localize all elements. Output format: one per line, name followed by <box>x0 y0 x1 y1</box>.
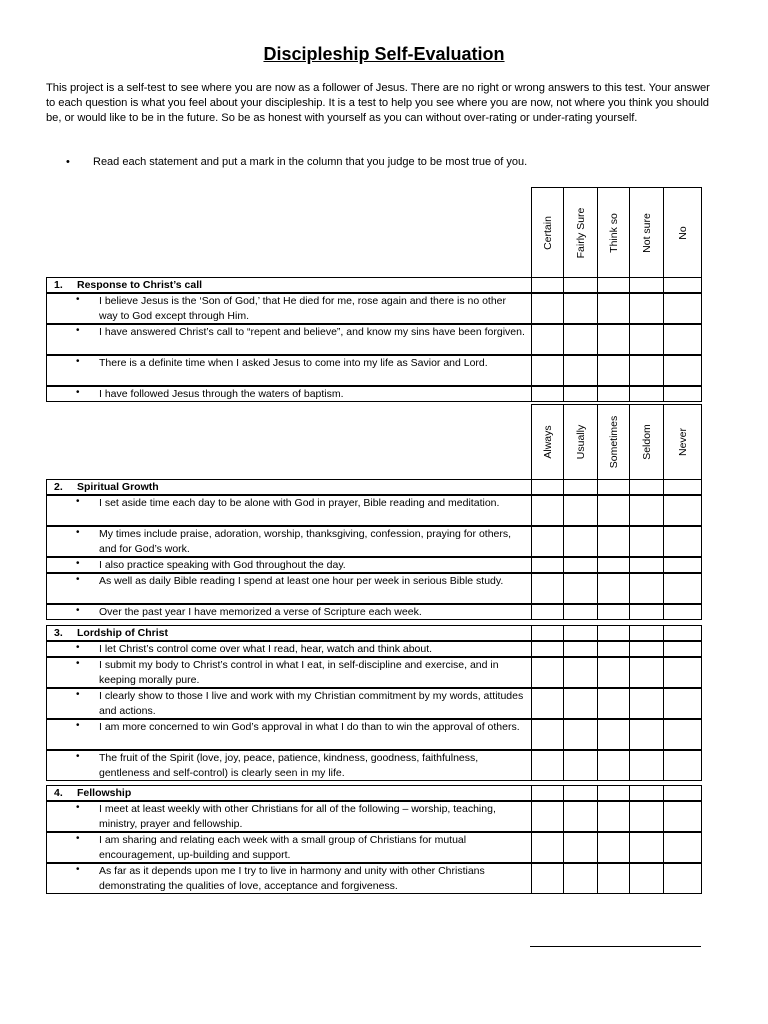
section-title: Lordship of Christ <box>77 627 168 639</box>
statement-text: I also practice speaking with God throughout the day. <box>99 559 346 571</box>
section-title: Spiritual Growth <box>77 481 159 493</box>
scale-label: Never <box>676 427 689 457</box>
bullet-icon: • <box>76 605 80 616</box>
answer-cell[interactable] <box>629 719 664 750</box>
bullet-icon: • <box>76 574 80 585</box>
answer-cell[interactable] <box>563 785 598 801</box>
bullet-icon: • <box>76 751 80 762</box>
scale-header-scale2-2 <box>597 404 630 480</box>
answer-cell[interactable] <box>563 526 598 557</box>
section-number: 3. <box>54 627 63 639</box>
bullet-icon: • <box>76 558 80 569</box>
bullet-icon: • <box>76 658 80 669</box>
answer-cell[interactable] <box>663 557 702 573</box>
answer-cell[interactable] <box>663 719 702 750</box>
answer-cell[interactable] <box>597 785 630 801</box>
scale-header-scale1-3 <box>629 187 664 278</box>
bullet-icon: • <box>76 294 80 305</box>
answer-cell[interactable] <box>597 863 630 894</box>
answer-cell[interactable] <box>563 625 598 641</box>
bullet-icon: • <box>76 387 80 398</box>
bullet-icon: • <box>76 864 80 875</box>
answer-cell[interactable] <box>597 657 630 688</box>
answer-cell[interactable] <box>597 277 630 293</box>
answer-cell[interactable] <box>629 625 664 641</box>
bullet-icon: • <box>76 642 80 653</box>
answer-cell[interactable] <box>629 641 664 657</box>
answer-cell[interactable] <box>663 479 702 495</box>
answer-cell[interactable] <box>563 641 598 657</box>
answer-cell[interactable] <box>531 657 564 688</box>
answer-cell[interactable] <box>531 479 564 495</box>
answer-cell[interactable] <box>597 801 630 832</box>
answer-cell[interactable] <box>629 479 664 495</box>
answer-cell[interactable] <box>663 750 702 781</box>
answer-cell[interactable] <box>531 604 564 620</box>
answer-cell[interactable] <box>597 495 630 526</box>
answer-cell[interactable] <box>663 526 702 557</box>
statement-text: I clearly show to those I live and work with my Christian commitment by my words, attitudes and actions. <box>99 690 524 717</box>
answer-cell[interactable] <box>597 750 630 781</box>
page-title: Discipleship Self-Evaluation <box>263 44 505 64</box>
scale-label: Seldom <box>640 424 653 460</box>
section-title: Fellowship <box>77 787 132 799</box>
statement-text: I am sharing and relating each week with a small group of Christians for mutual encouragement, up-building and support. <box>99 834 467 861</box>
answer-cell[interactable] <box>597 526 630 557</box>
bullet-icon: • <box>76 802 80 813</box>
signature-line <box>530 946 701 947</box>
answer-cell[interactable] <box>629 386 664 402</box>
scale-header-scale2-1 <box>563 404 598 480</box>
bullet-icon: • <box>76 356 80 367</box>
answer-cell[interactable] <box>563 386 598 402</box>
answer-cell[interactable] <box>597 688 630 719</box>
statement-text: As far as it depends upon me I try to live in harmony and unity with other Christians demonstrating the qualities of love, acceptance and forgiveness. <box>99 865 485 892</box>
section-number: 1. <box>54 279 63 291</box>
answer-cell[interactable] <box>663 832 702 863</box>
answer-cell[interactable] <box>531 495 564 526</box>
answer-cell[interactable] <box>531 863 564 894</box>
answer-cell[interactable] <box>629 801 664 832</box>
answer-cell[interactable] <box>597 293 630 324</box>
scale-header-scale2-0 <box>531 404 564 480</box>
answer-cell[interactable] <box>563 832 598 863</box>
answer-cell[interactable] <box>563 277 598 293</box>
answer-cell[interactable] <box>663 277 702 293</box>
scale-header-scale1-2 <box>597 187 630 278</box>
answer-cell[interactable] <box>531 526 564 557</box>
bullet-icon: • <box>76 527 80 538</box>
statement-text: My times include praise, adoration, worship, thanksgiving, confession, praying for others, and for God’s work. <box>99 528 512 555</box>
scale-label: Certain <box>541 215 554 250</box>
statement-text: I meet at least weekly with other Christians for all of the following – worship, teaching, ministry, prayer and fellowship. <box>99 803 496 830</box>
answer-cell[interactable] <box>629 573 664 604</box>
answer-cell[interactable] <box>531 719 564 750</box>
answer-cell[interactable] <box>629 277 664 293</box>
bullet-icon: • <box>76 325 80 336</box>
statement-text: I have followed Jesus through the waters of baptism. <box>99 388 344 400</box>
scale-label: Usually <box>574 424 587 460</box>
answer-cell[interactable] <box>629 557 664 573</box>
answer-cell[interactable] <box>563 688 598 719</box>
statement-text: I believe Jesus is the ‘Son of God,’ that He died for me, rose again and there is no other way to God except through Him. <box>99 295 507 322</box>
answer-cell[interactable] <box>629 355 664 386</box>
scale-label: No <box>676 225 689 240</box>
scale-header-scale1-4 <box>663 187 702 278</box>
answer-cell[interactable] <box>563 557 598 573</box>
answer-cell[interactable] <box>597 557 630 573</box>
statement-text: As well as daily Bible reading I spend at least one hour per week in serious Bible study. <box>99 575 504 587</box>
scale-header-scale1-0 <box>531 187 564 278</box>
statement-text: I let Christ’s control come over what I read, hear, watch and think about. <box>99 643 433 655</box>
answer-cell[interactable] <box>531 386 564 402</box>
answer-cell[interactable] <box>663 863 702 894</box>
answer-cell[interactable] <box>597 355 630 386</box>
answer-cell[interactable] <box>531 688 564 719</box>
answer-cell[interactable] <box>563 863 598 894</box>
scale-header-scale1-1 <box>563 187 598 278</box>
scale-header-scale2-3 <box>629 404 664 480</box>
answer-cell[interactable] <box>531 324 564 355</box>
answer-cell[interactable] <box>663 641 702 657</box>
answer-cell[interactable] <box>597 604 630 620</box>
statement-text: I set aside time each day to be alone with God in prayer, Bible reading and meditation. <box>99 497 500 509</box>
statement-text: I am more concerned to win God’s approval in what I do than to win the approval of others. <box>99 721 520 733</box>
instruction-text: Read each statement and put a mark in the column that you judge to be most true of you. <box>93 156 528 168</box>
answer-cell[interactable] <box>531 355 564 386</box>
answer-cell[interactable] <box>663 324 702 355</box>
answer-cell[interactable] <box>563 750 598 781</box>
answer-cell[interactable] <box>563 657 598 688</box>
answer-cell[interactable] <box>563 801 598 832</box>
bullet-icon: • <box>76 689 80 700</box>
bullet-icon: • <box>76 833 80 844</box>
answer-cell[interactable] <box>629 324 664 355</box>
answer-cell[interactable] <box>531 641 564 657</box>
statement-text: There is a definite time when I asked Jesus to come into my life as Savior and Lord. <box>99 357 488 369</box>
statement-text: I have answered Christ’s call to “repent and believe”, and know my sins have been forgiven. <box>99 326 525 338</box>
answer-cell[interactable] <box>597 641 630 657</box>
answer-cell[interactable] <box>629 495 664 526</box>
section-title: Response to Christ’s call <box>77 279 203 291</box>
answer-cell[interactable] <box>563 479 598 495</box>
answer-cell[interactable] <box>663 573 702 604</box>
answer-cell[interactable] <box>663 293 702 324</box>
answer-cell[interactable] <box>531 625 564 641</box>
answer-cell[interactable] <box>663 355 702 386</box>
answer-cell[interactable] <box>531 573 564 604</box>
answer-cell[interactable] <box>629 657 664 688</box>
answer-cell[interactable] <box>563 495 598 526</box>
section-number: 2. <box>54 481 63 493</box>
scale-label: Not sure <box>640 212 653 253</box>
answer-cell[interactable] <box>531 832 564 863</box>
answer-cell[interactable] <box>531 785 564 801</box>
answer-cell[interactable] <box>563 573 598 604</box>
answer-cell[interactable] <box>629 604 664 620</box>
answer-cell[interactable] <box>563 355 598 386</box>
answer-cell[interactable] <box>663 688 702 719</box>
answer-cell[interactable] <box>531 557 564 573</box>
answer-cell[interactable] <box>629 863 664 894</box>
scale-label: Fairly Sure <box>574 207 587 258</box>
statement-text: The fruit of the Spirit (love, joy, peace, patience, kindness, goodness, faithfulness, gentleness and self-control) is clearly seen in my life. <box>99 752 479 779</box>
intro-paragraph: This project is a self-test to see where you are now as a follower of Jesus. There are no right or wrong answers to this test. Your answer to each question is what you feel about your discipleship. It is a test to help you see where you are now, not where you think you should be, or would like to be in the future. So be as honest with yourself as you can without over-rating or under-rating yourself. <box>46 82 710 125</box>
answer-cell[interactable] <box>597 832 630 863</box>
answer-cell[interactable] <box>663 801 702 832</box>
answer-cell[interactable] <box>531 277 564 293</box>
answer-cell[interactable] <box>663 785 702 801</box>
answer-cell[interactable] <box>597 625 630 641</box>
answer-cell[interactable] <box>531 293 564 324</box>
bullet-icon: • <box>76 496 80 507</box>
section-number: 4. <box>54 787 63 799</box>
answer-cell[interactable] <box>629 688 664 719</box>
answer-cell[interactable] <box>563 604 598 620</box>
statement-text: I submit my body to Christ’s control in what I eat, in self-discipline and exercise, and in keeping morally pure. <box>99 659 499 686</box>
scale-label: Think so <box>607 212 620 253</box>
answer-cell[interactable] <box>531 750 564 781</box>
answer-cell[interactable] <box>597 324 630 355</box>
answer-cell[interactable] <box>563 719 598 750</box>
answer-cell[interactable] <box>563 324 598 355</box>
answer-cell[interactable] <box>663 495 702 526</box>
answer-cell[interactable] <box>531 801 564 832</box>
answer-cell[interactable] <box>629 750 664 781</box>
answer-cell[interactable] <box>597 386 630 402</box>
answer-cell[interactable] <box>563 293 598 324</box>
bullet-icon: • <box>76 720 80 731</box>
answer-cell[interactable] <box>629 785 664 801</box>
answer-cell[interactable] <box>629 526 664 557</box>
answer-cell[interactable] <box>597 479 630 495</box>
answer-cell[interactable] <box>597 573 630 604</box>
answer-cell[interactable] <box>629 293 664 324</box>
answer-cell[interactable] <box>663 625 702 641</box>
answer-cell[interactable] <box>597 719 630 750</box>
answer-cell[interactable] <box>663 604 702 620</box>
scale-label: Always <box>541 425 554 459</box>
answer-cell[interactable] <box>663 657 702 688</box>
scale-label: Sometimes <box>607 415 620 469</box>
bullet-icon: • <box>66 156 70 168</box>
scale-header-scale2-4 <box>663 404 702 480</box>
statement-text: Over the past year I have memorized a verse of Scripture each week. <box>99 606 422 618</box>
answer-cell[interactable] <box>629 832 664 863</box>
answer-cell[interactable] <box>663 386 702 402</box>
